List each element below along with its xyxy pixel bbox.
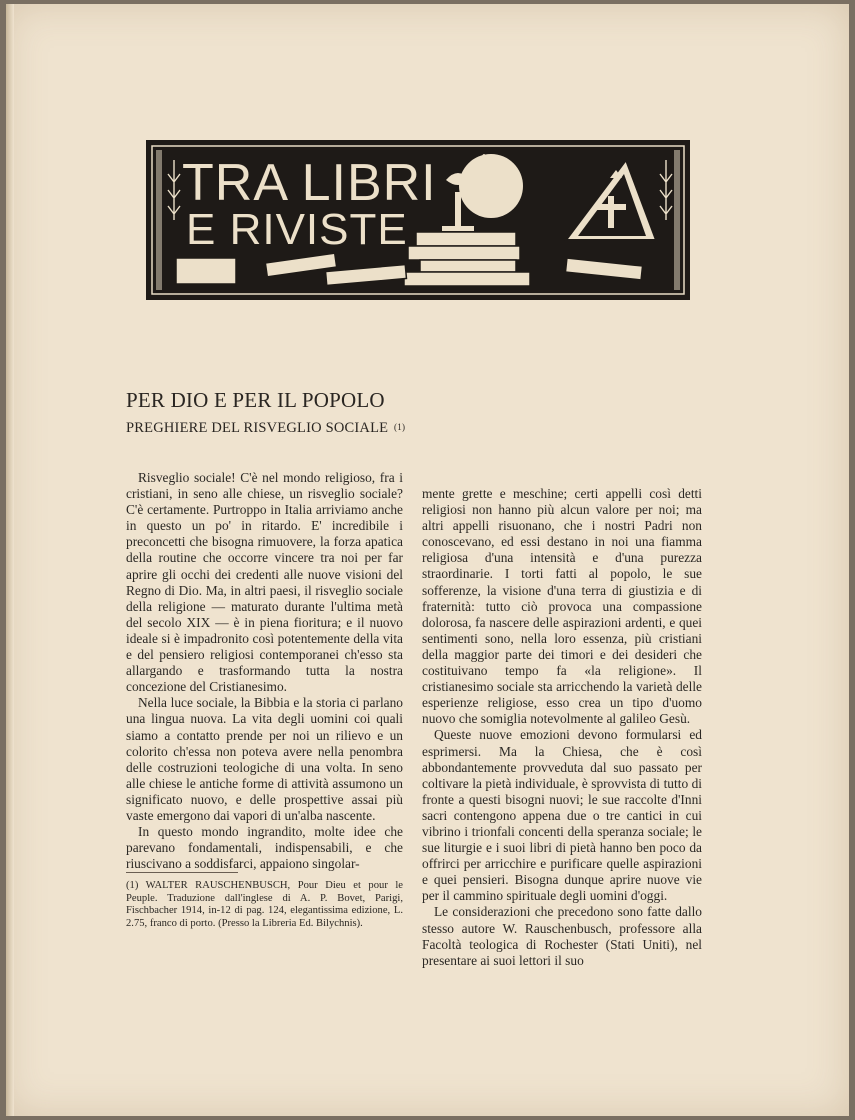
footnote: (1) WALTER RAUSCHENBUSCH, Pour Dieu et pour le Peuple. Traduzione dall'inglese di A. P. Bovet, Parigi, Fischbacher 1914, in-12 di pag. 124, elegantissima edizione, L. 2.75, franco di porto. (Presso la Libreria Ed. Bilychnis). bbox=[126, 880, 403, 929]
footnote-divider bbox=[126, 872, 238, 873]
right-column bbox=[422, 486, 702, 969]
article-subtitle bbox=[126, 420, 405, 437]
paragraph: In questo mondo ingrandito, molte idee che parevano fondamentali, indispensabili, e che riuscivano a soddisfarci, appaiono singolar- bbox=[126, 824, 403, 872]
paragraph: Queste nuove emozioni devono formularsi ed esprimersi. Ma la Chiesa, che è così abbondantemente provveduta dal suo passato per coltivare la pietà individuale, è sprovvista di tutto di fronte a questi bisogni nuovi; le sue raccolte d'Inni sacri contengono appena due o tre cantici in cui vibrino i trionfali concenti della speranza sociale; le sue liturgie e i suoi libri di pietà hanno ben poco da offrirci per arricchire e purificare quelle aspirazioni e quei pensieri. Bisogna dunque aprire nuove vie per il cammino spirituale degli uomini d'oggi. bbox=[422, 727, 702, 904]
article-title: PER DIO E PER IL POPOLO bbox=[126, 388, 385, 412]
headpiece-line1: TRA LIBRI bbox=[182, 154, 437, 212]
headpiece-line2: E RIVISTE bbox=[186, 205, 408, 254]
article-subtitle-text: PREGHIERE DEL RISVEGLIO SOCIALE bbox=[126, 420, 389, 436]
paragraph: Risveglio sociale! C'è nel mondo religioso, fra i cristiani, in seno alle chiese, un risveglio sociale? C'è certamente. Purtroppo in Italia arriviamo anche in questo un po' in ritardo. E' incredibile i preconcetti che bisogna rimuovere, la forza apatica della routine che occorre vincere tra noi per far aprire gli occhi dei credenti alle nuove visioni del Regno di Dio. Ma, in altri paesi, il risveglio sociale della religione — maturato durante l'ultima metà del secolo XIX — è in piena fioritura; e il nuovo ideale si è impadronito così potentemente della vita e del pensiero religiosi contemporanei ch'esso sta allargando e trasformando tutta la nostra concezione del Cristianesimo. bbox=[126, 470, 403, 695]
paragraph: mente grette e meschine; certi appelli così detti religiosi non hanno più alcun valore per noi; ma altri appelli risuonano, che i nostri Padri non conoscevano, ed essi destano in noi una fiamma religiosa d'una intensità e d'una purezza straordinarie. I torti fatti al popolo, le sue sofferenze, la visione d'una terra di giustizia e di fraternità: tutto ciò provoca una compassione dolorosa, fa nascere delle aspirazioni ardenti, e quei sentimenti sono, nella loro essenza, più cristiani della maggior parte dei timori e dei desideri che costituivano tempo fa «la religione». Il cristianesimo sociale sta arricchendo la varietà delle esperienze religiose, esso crea un tipo d'uomo nuovo che somiglia notevolmente al galileo Gesù. bbox=[422, 486, 702, 727]
page-edge bbox=[6, 4, 14, 1116]
footnote-mark: (1) bbox=[394, 422, 406, 432]
page bbox=[6, 4, 849, 1116]
headpiece-illustration bbox=[146, 140, 690, 300]
paragraph: Le considerazioni che precedono sono fatte dallo stesso autore W. Rauschenbusch, professore alla Facoltà teologica di Rochester (Stati Uniti), nel presentare ai suoi lettori il suo bbox=[422, 904, 702, 968]
left-column bbox=[126, 470, 403, 872]
paragraph: Nella luce sociale, la Bibbia e la storia ci parlano una lingua nuova. La vita degli uomini coi quali siamo a contatto prende per noi un rilievo e un colorito ch'essa non poteva avere nella penombra delle costruzioni teologiche di una volta. In seno alle chiese le antiche forme di attività assumono un significato nuovo, e delle prospettive assai più vaste emergono dai vapori di un'alba nascente. bbox=[126, 695, 403, 823]
